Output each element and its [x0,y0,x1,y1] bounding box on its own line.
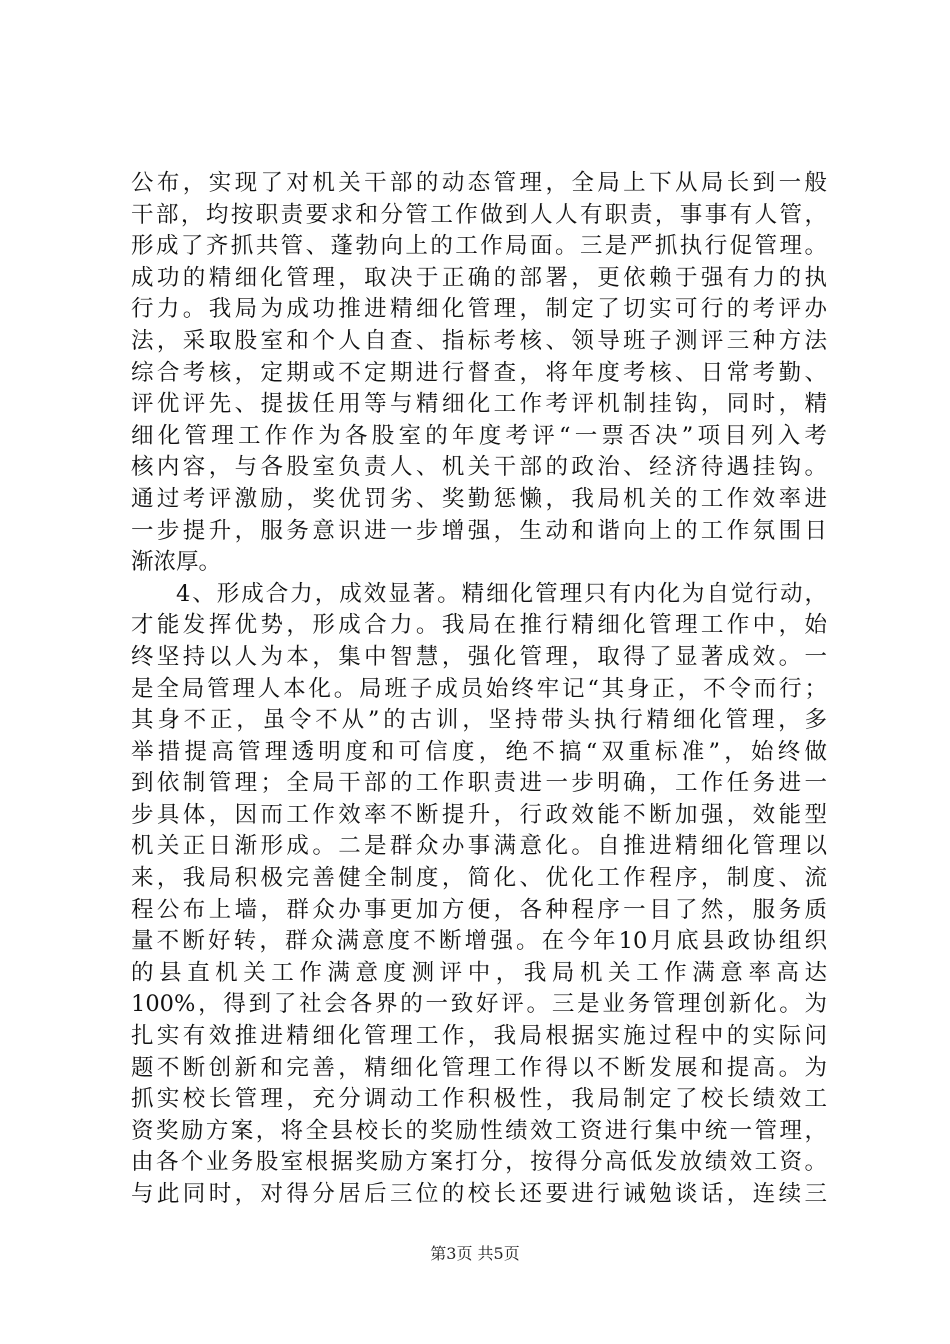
text-line: 扎实有效推进精细化管理工作，我局根据实施过程中的实际问 [131,1023,827,1050]
text-line: 资奖励方案，将全县校长的奖励性绩效工资进行集中统一管理， [131,1117,827,1144]
text-line: 步具体，因而工作效率不断提升，行政效能不断加强，效能型 [131,801,827,828]
text-line: 题不断创新和完善，精细化管理工作得以不断发展和提高。为 [131,1054,827,1081]
text-line: 100%，得到了社会各界的一致好评。三是业务管理创新化。为 [131,991,827,1018]
text-line: 细化管理工作作为各股室的年度考评“一票否决”项目列入考 [131,422,827,449]
text-line: 通过考评激励，奖优罚劣、奖勤惩懒，我局机关的工作效率进 [131,485,827,512]
text-line: 抓实校长管理，充分调动工作积极性，我局制定了校长绩效工 [131,1086,827,1113]
text-line: 的县直机关工作满意度测评中，我局机关工作满意率高达 [131,959,827,986]
text-line: 公布，实现了对机关干部的动态管理，全局上下从局长到一般 [131,170,827,196]
text-line: 机关正日渐形成。二是群众办事满意化。自推进精细化管理以 [131,833,827,860]
text-line: 成功的精细化管理，取决于正确的部署，更依赖于强有力的执 [131,264,827,291]
text-line: 与此同时，对得分居后三位的校长还要进行诫勉谈话，连续三 [131,1181,827,1207]
text-line: 渐浓厚。 [131,549,222,576]
text-line: 其身不正，虽令不从”的古训，坚持带头执行精细化管理，多 [131,707,827,734]
text-line: 到依制管理；全局干部的工作职责进一步明确，工作任务进一 [131,770,827,797]
text-line: 量不断好转，群众满意度不断增强。在今年10月底县政协组织 [131,928,827,955]
text-line: 一步提升，服务意识进一步增强，生动和谐向上的工作氛围日 [131,517,827,544]
text-line: 评优评先、提拔任用等与精细化工作考评机制挂钩，同时，精 [131,391,827,418]
text-line: 终坚持以人为本，集中智慧，强化管理，取得了显著成效。一 [131,643,827,670]
body-text [131,168,827,1211]
text-line: 才能发挥优势，形成合力。我局在推行精细化管理工作中，始 [131,612,827,639]
text-line: 形成了齐抓共管、蓬勃向上的工作局面。三是严抓执行促管理。 [131,233,827,260]
text-line: 程公布上墙，群众办事更加方便，各种程序一目了然，服务质 [131,896,827,923]
text-line: 来，我局积极完善健全制度，简化、优化工作程序，制度、流 [131,865,827,892]
text-line: 由各个业务股室根据奖励方案打分，按得分高低发放绩效工资。 [131,1149,827,1176]
text-line: 是全局管理人本化。局班子成员始终牢记“其身正，不令而行； [131,675,827,702]
text-line: 行力。我局为成功推进精细化管理，制定了切实可行的考评办 [131,296,827,323]
text-line: 综合考核，定期或不定期进行督查，将年度考核、日常考勤、 [131,359,827,386]
text-line: 法，采取股室和个人自查、指标考核、领导班子测评三种方法 [131,327,827,354]
text-line: 干部，均按职责要求和分管工作做到人人有职责，事事有人管， [131,201,827,228]
page-number-footer: 第3页 共5页 [430,1244,520,1263]
text-line: 举措提高管理透明度和可信度，绝不搞“双重标准”，始终做 [131,738,827,765]
text-line: 核内容，与各股室负责人、机关干部的政治、经济待遇挂钩。 [131,454,827,481]
text-line: 4、形成合力，成效显著。精细化管理只有内化为自觉行动， [176,580,827,607]
